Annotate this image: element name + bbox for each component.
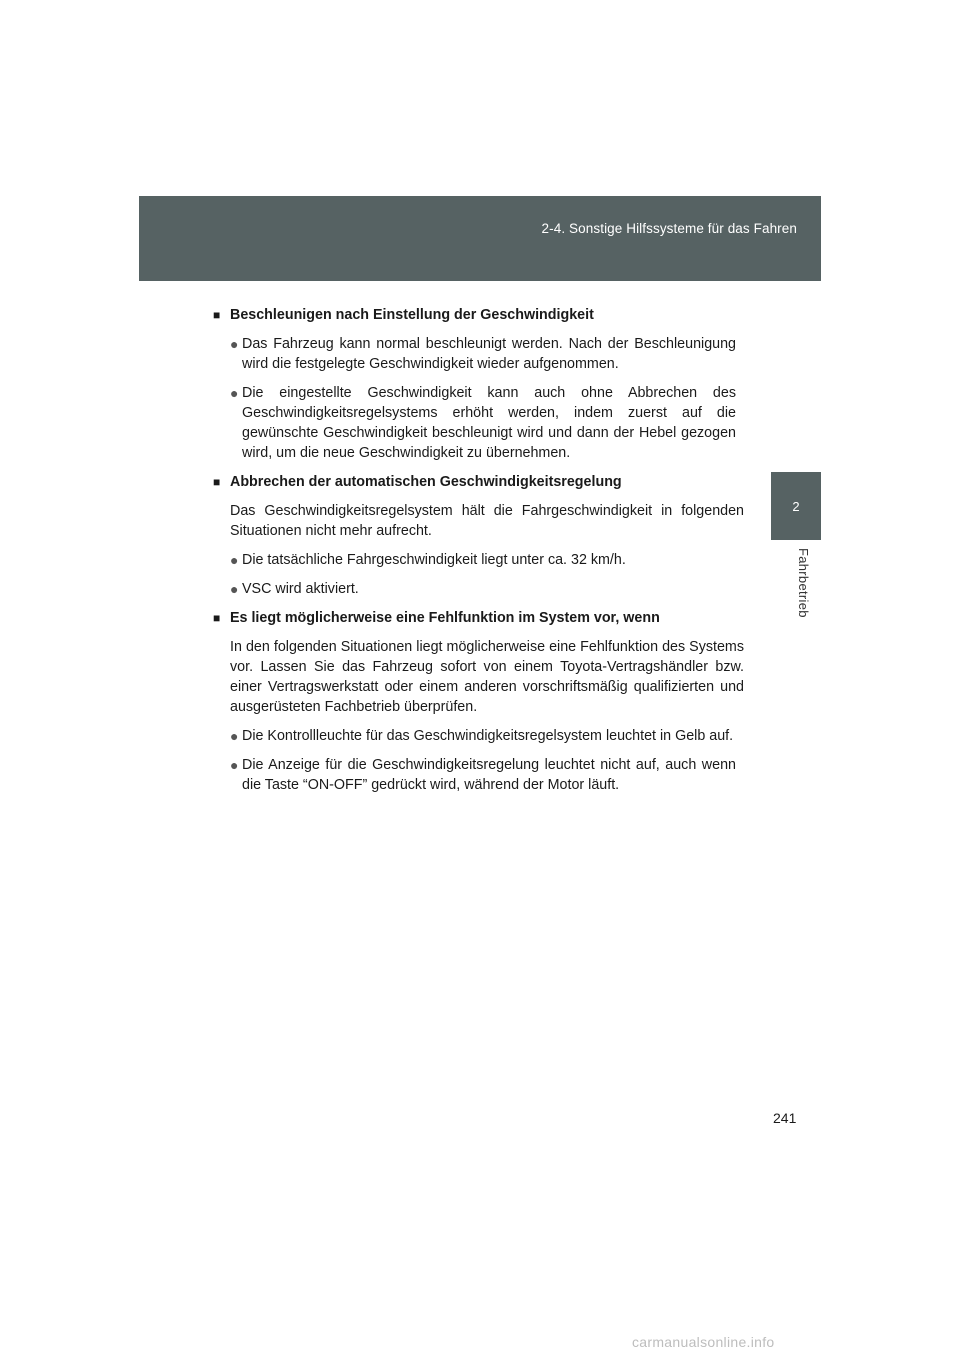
bullet-item: ● Die Anzeige für die Geschwindigkeitsregelung leuchtet nicht auf, auch wenn die Taste “ON-OFF” gedrückt wird, während der Motor läuft.	[230, 757, 736, 793]
watermark-link[interactable]: carmanualsonline.info	[632, 1334, 775, 1350]
bullet-item: ● VSC wird aktiviert.	[230, 581, 359, 597]
circle-bullet-icon: ●	[230, 757, 239, 773]
square-bullet-icon: ■	[213, 308, 221, 322]
circle-bullet-icon: ●	[230, 336, 239, 352]
circle-bullet-icon: ●	[230, 581, 239, 597]
square-bullet-icon: ■	[213, 611, 221, 625]
circle-bullet-icon: ●	[230, 552, 239, 568]
section-cancel	[213, 472, 744, 599]
section-heading: ■ Beschleunigen nach Einstellung der Geschwindigkeit	[213, 307, 594, 323]
header-band	[139, 196, 821, 281]
section-paragraph: Das Geschwindigkeitsregelsystem hält die Fahrgeschwindigkeit in folgenden Situationen nicht mehr aufrecht.	[230, 503, 744, 539]
bullet-item: ● Die Kontrollleuchte für das Geschwindigkeitsregelsystem leuchtet in Gelb auf.	[230, 728, 734, 744]
section-heading: ■ Es liegt möglicherweise eine Fehlfunktion im System vor, wenn	[213, 610, 660, 626]
bullet-item: ● Die eingestellte Geschwindigkeit kann auch ohne Abbrechen des Geschwindigkeitsregelsystems erhöht werden, indem zuerst auf die gewünschte Geschwindigkeit beschleunigt wird und dann der Hebel gezogen wird, um die neue Geschwindigkeit zu übernehmen.	[230, 385, 736, 461]
section-accelerate	[213, 305, 744, 463]
chapter-label: Fahrbetrieb	[796, 548, 811, 618]
chapter-number: 2	[792, 498, 800, 514]
circle-bullet-icon: ●	[230, 385, 239, 401]
circle-bullet-icon: ●	[230, 728, 239, 744]
chapter-tab	[771, 472, 821, 540]
section-paragraph: In den folgenden Situationen liegt möglicherweise eine Fehlfunktion des Systems vor. Lassen Sie das Fahrzeug sofort von einem Toyota-Vertragshändler bzw. einer Vertragswerkstatt oder einem anderen vorschriftsmäßig qualifizierten und ausgerüsteten Fachbetrieb überprüfen.	[230, 639, 744, 715]
content	[213, 305, 744, 804]
section-malfunction	[213, 608, 744, 795]
section-heading: ■ Abbrechen der automatischen Geschwindigkeitsregelung	[213, 474, 622, 490]
page-number: 241	[773, 1110, 797, 1126]
section-title: 2-4. Sonstige Hilfssysteme für das Fahren	[541, 221, 797, 236]
bullet-item: ● Die tatsächliche Fahrgeschwindigkeit liegt unter ca. 32 km/h.	[230, 552, 626, 568]
square-bullet-icon: ■	[213, 475, 221, 489]
bullet-item: ● Das Fahrzeug kann normal beschleunigt werden. Nach der Beschleunigung wird die festgelegte Geschwindigkeit wieder aufgenommen.	[230, 336, 736, 372]
